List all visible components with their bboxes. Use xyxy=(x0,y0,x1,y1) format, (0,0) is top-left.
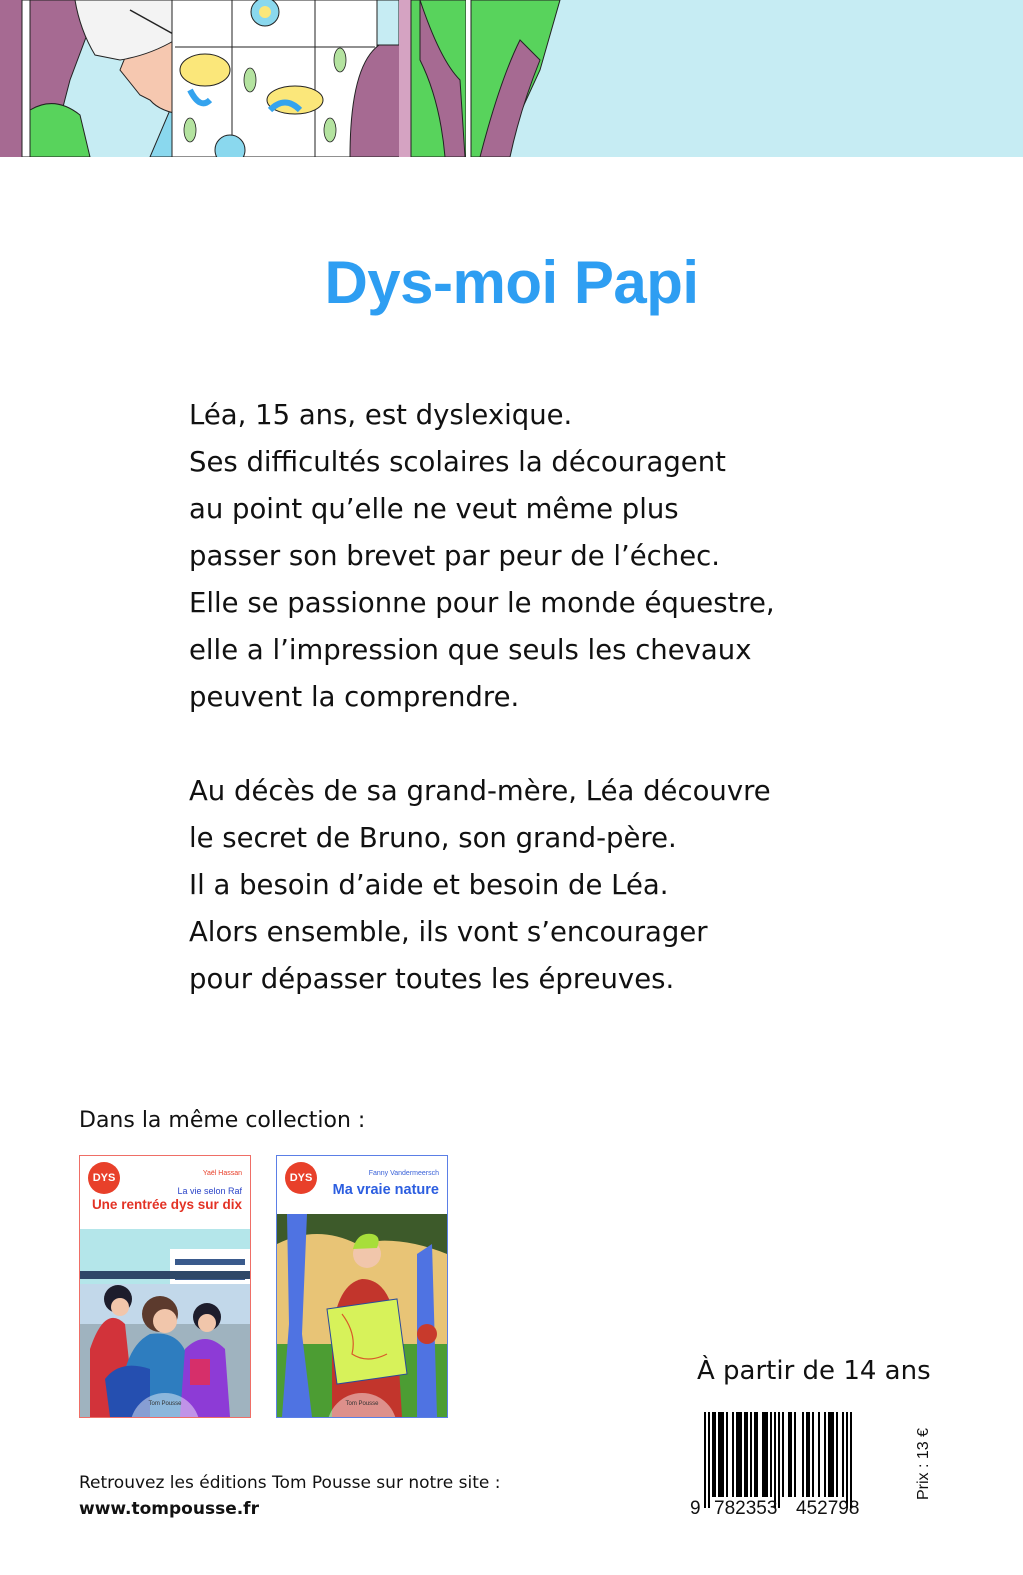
blurb-line: Léa, 15 ans, est dyslexique. xyxy=(189,399,573,431)
barcode-bars xyxy=(704,1412,852,1508)
book-author: Yaël Hassan xyxy=(202,1170,242,1177)
collection-label: Dans la même collection : xyxy=(79,1108,366,1133)
cover-illustration-forest xyxy=(277,1214,447,1417)
blurb-line: peuvent la comprendre. xyxy=(189,681,520,713)
blurb-line: Au décès de sa grand-mère, Léa découvre xyxy=(189,775,771,807)
blurb-line: elle a l’impression que seuls les chevaux xyxy=(189,634,752,666)
book-cover-title: Ma vraie nature xyxy=(332,1182,439,1198)
blurb-paragraph-2 xyxy=(189,768,869,1003)
blurb-line: Ses difficultés scolaires la découragent xyxy=(189,446,726,478)
book-title: Dys-moi Papi xyxy=(324,249,699,316)
cover-illustration xyxy=(0,0,1023,157)
footer xyxy=(79,1470,501,1522)
cover-illustration-school xyxy=(80,1229,250,1417)
collection-book-une-rentree-dys-sur-dix xyxy=(79,1155,251,1418)
collection-book-ma-vraie-nature xyxy=(276,1155,448,1418)
blurb-line: Alors ensemble, ils vont s’encourager xyxy=(189,916,708,948)
publisher-logo: Tom Pousse xyxy=(130,1393,200,1418)
book-blurb xyxy=(189,392,869,1003)
blurb-line: pour dépasser toutes les épreuves. xyxy=(189,963,675,995)
barcode-right-group: 452798 xyxy=(796,1498,860,1519)
barcode-first-digit: 9 xyxy=(690,1498,701,1519)
publisher-logo: Tom Pousse xyxy=(327,1393,397,1418)
blurb-line: passer son brevet par peur de l’échec. xyxy=(189,540,720,572)
blurb-paragraph-1 xyxy=(189,392,869,721)
book-author: Fanny Vandermeersch xyxy=(368,1170,439,1177)
blurb-line: Il a besoin d’aide et besoin de Léa. xyxy=(189,869,669,901)
publisher-website-link[interactable]: www.tompousse.fr xyxy=(79,1499,259,1519)
dys-badge-icon: DYS xyxy=(285,1162,317,1194)
footer-text: Retrouvez les éditions Tom Pousse sur notre site : xyxy=(79,1473,501,1493)
price-label: Prix : 13 € xyxy=(915,1427,932,1500)
book-cover-title: Une rentrée dys sur dix xyxy=(91,1197,242,1212)
blurb-line: le secret de Bruno, son grand-père. xyxy=(189,822,677,854)
barcode-left-group: 782353 xyxy=(714,1498,778,1519)
blurb-line: Elle se passionne pour le monde équestre, xyxy=(189,587,775,619)
isbn-barcode xyxy=(690,1412,924,1522)
dys-badge-icon: DYS xyxy=(88,1162,120,1194)
blurb-line: au point qu’elle ne veut même plus xyxy=(189,493,679,525)
book-series: La vie selon Raf xyxy=(177,1186,242,1196)
age-range: À partir de 14 ans xyxy=(697,1356,931,1386)
